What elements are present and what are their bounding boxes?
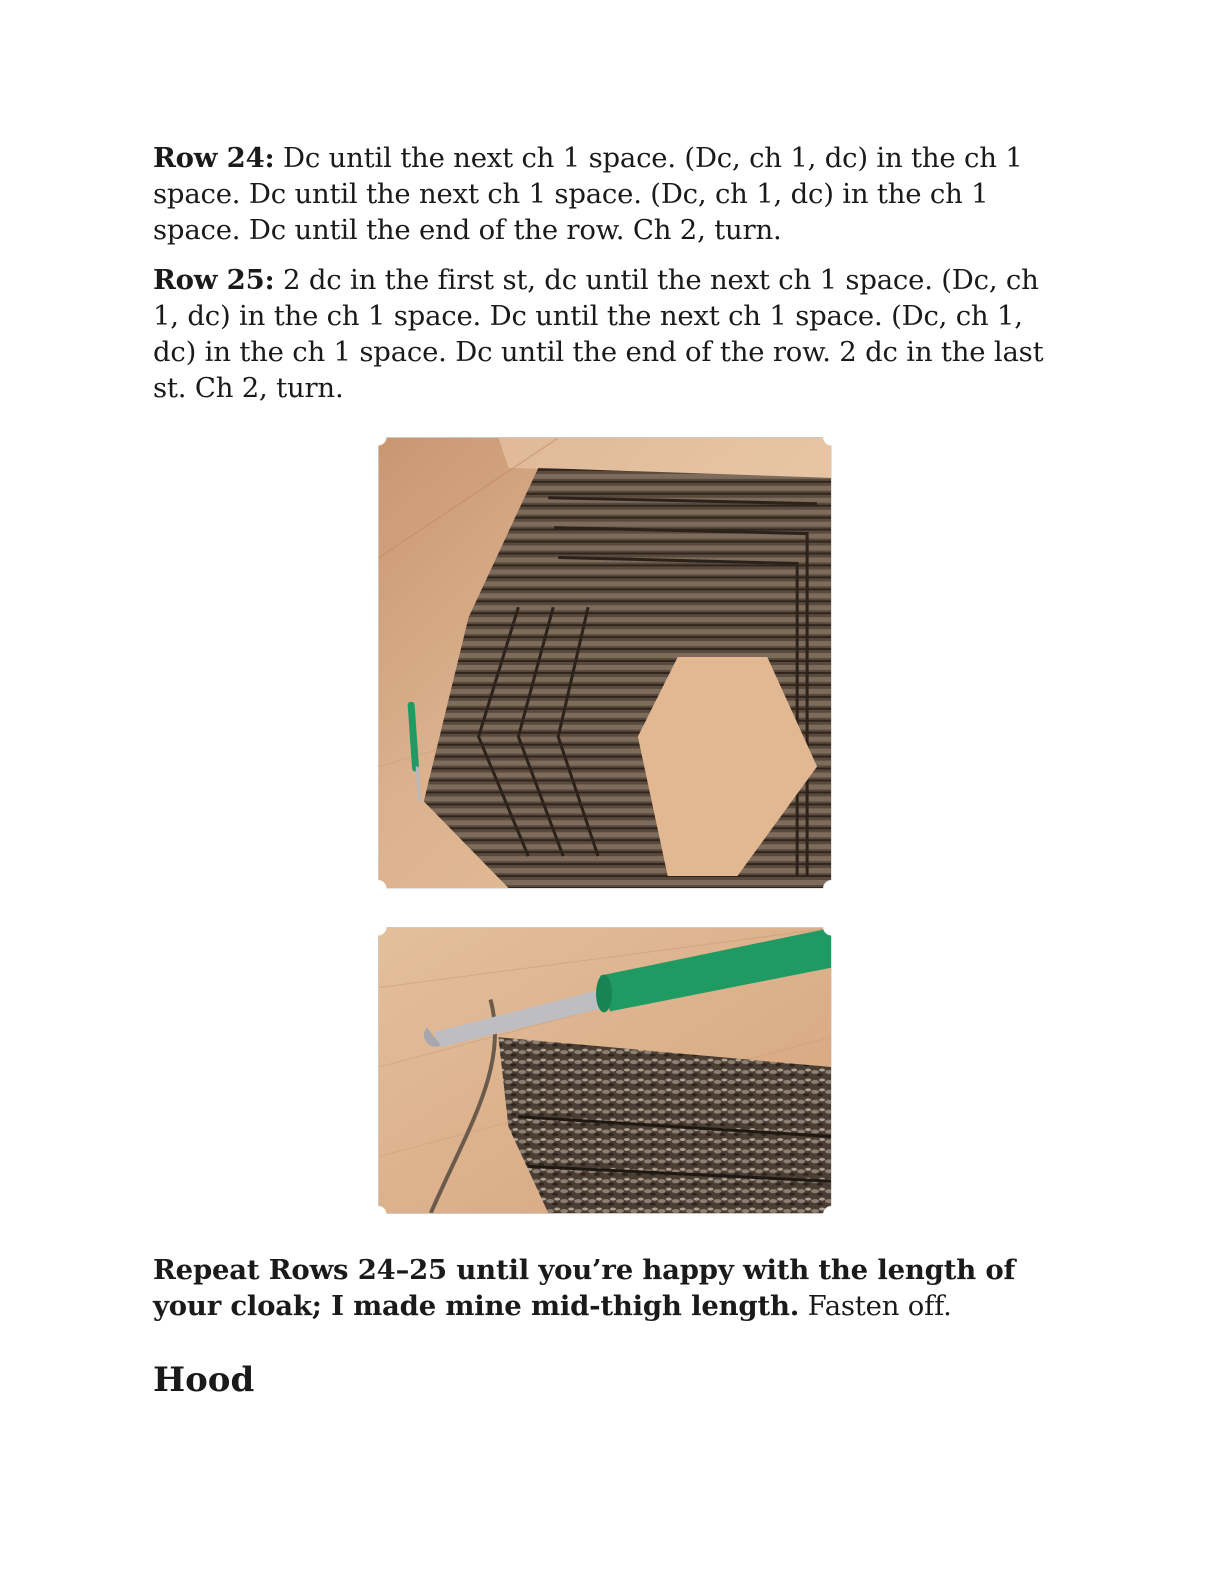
cloak-progress-photo: [378, 437, 832, 889]
row-24-label: Row 24:: [153, 142, 275, 174]
repeat-text: Fasten off.: [799, 1290, 952, 1322]
hook-closeup-photo: [378, 927, 832, 1214]
row-25-label: Row 25:: [153, 264, 275, 296]
row-25-instruction: [153, 262, 1053, 406]
repeat-label: Repeat Rows 24–25 until you’re happy with the length of your cloak; I made mine mid-thigh length.: [153, 1254, 1016, 1322]
row-25-text: 2 dc in the first st, dc until the next ch 1 space. (Dc, ch 1, dc) in the ch 1 space. Dc until the next ch 1 space. (Dc, ch 1, dc) in the ch 1 space. Dc until the end of the row. 2 dc in the last st. Ch 2, turn.: [153, 264, 1044, 404]
repeat-instruction: [153, 1252, 1063, 1324]
row-24-instruction: [153, 140, 1053, 248]
row-24-text: Dc until the next ch 1 space. (Dc, ch 1, dc) in the ch 1 space. Dc until the next ch 1 space. (Dc, ch 1, dc) in the ch 1 space. Dc until the end of the row. Ch 2, turn.: [153, 142, 1023, 246]
section-heading-hood: Hood: [153, 1360, 255, 1400]
